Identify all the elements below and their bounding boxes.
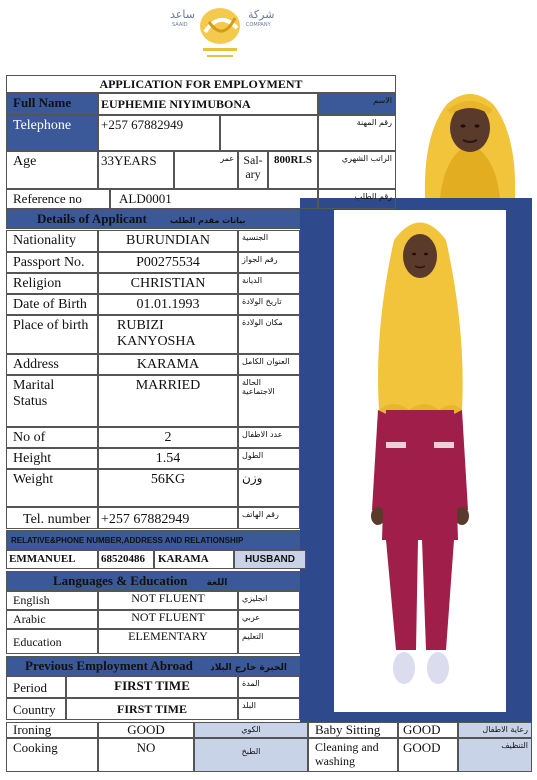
detail-label: Marital Status bbox=[6, 375, 98, 427]
full-body-photo bbox=[334, 210, 506, 712]
detail-ar: العنوان الكامل bbox=[238, 354, 300, 375]
detail-label: Date of Birth bbox=[6, 294, 98, 315]
detail-label: No of bbox=[6, 427, 98, 448]
language-ar: انجليزي bbox=[238, 591, 300, 610]
languages-heading-ar: اللغة bbox=[206, 578, 228, 588]
baby-label: Baby Sitting bbox=[308, 722, 398, 738]
detail-value: KARAMA bbox=[98, 354, 238, 375]
detail-label: Nationality bbox=[6, 230, 98, 252]
relative-name: EMMANUEL bbox=[6, 550, 98, 569]
baby-ar: رعاية الاطفال bbox=[458, 722, 532, 738]
detail-value: +257 67882949 bbox=[98, 507, 238, 529]
detail-label: Weight bbox=[6, 469, 98, 507]
detail-ar: رقم الجواز bbox=[238, 252, 300, 273]
language-label: English bbox=[6, 591, 98, 610]
detail-ar: الحالة الاجتماعية bbox=[238, 375, 300, 427]
age-ar: عمر bbox=[174, 151, 238, 189]
telephone-ar: رقم المهنة bbox=[318, 115, 396, 151]
cooking-value: NO bbox=[98, 738, 194, 772]
detail-value: P00275534 bbox=[98, 252, 238, 273]
period-label: Period bbox=[6, 676, 66, 698]
detail-value: 1.54 bbox=[98, 448, 238, 469]
detail-ar: مكان الولادة bbox=[238, 315, 300, 354]
detail-ar: وزن bbox=[238, 469, 300, 507]
period-ar: المدة bbox=[238, 676, 300, 698]
full-name-label: Full Name bbox=[6, 93, 98, 115]
detail-ar: عدد الاطفال bbox=[238, 427, 300, 448]
cleaning-label: Cleaning and washing bbox=[308, 738, 398, 772]
detail-ar: الطول bbox=[238, 448, 300, 469]
detail-label: Passport No. bbox=[6, 252, 98, 273]
languages-heading bbox=[6, 571, 300, 591]
salary-ar: الراتب الشهري bbox=[318, 151, 396, 189]
language-label: Education bbox=[6, 629, 98, 654]
baby-value: GOOD bbox=[398, 722, 458, 738]
ironing-ar: الكوي bbox=[194, 722, 308, 738]
language-value: NOT FLUENT bbox=[98, 610, 238, 629]
detail-ar: الديانة bbox=[238, 273, 300, 294]
cooking-label: Cooking bbox=[6, 738, 98, 772]
detail-value: CHRISTIAN bbox=[98, 273, 238, 294]
country-label: Country bbox=[6, 698, 66, 720]
details-heading bbox=[6, 209, 300, 229]
cleaning-value: GOOD bbox=[398, 738, 458, 772]
telephone-value: +257 67882949 bbox=[98, 115, 220, 151]
language-ar: عربي bbox=[238, 610, 300, 629]
logo-right-en: COMPANY bbox=[246, 22, 271, 28]
reference-ar: رقم الطلب bbox=[318, 189, 396, 209]
detail-value: MARRIED bbox=[98, 375, 238, 427]
language-value: ELEMENTARY bbox=[98, 629, 238, 654]
detail-label: Religion bbox=[6, 273, 98, 294]
reference-value: ALD0001 bbox=[110, 189, 318, 209]
logo-left-en: SAAID bbox=[172, 22, 188, 28]
language-ar: التعليم bbox=[238, 629, 300, 654]
logo-right-ar: شركة bbox=[248, 8, 275, 21]
relative-phone: 68520486 bbox=[98, 550, 154, 569]
period-value: FIRST TIME bbox=[66, 676, 238, 698]
language-label: Arabic bbox=[6, 610, 98, 629]
relative-address: KARAMA bbox=[154, 550, 234, 569]
telephone-blank bbox=[220, 115, 318, 151]
ironing-value: GOOD bbox=[98, 722, 194, 738]
detail-value: BURUNDIAN bbox=[98, 230, 238, 252]
country-ar: البلد bbox=[238, 698, 300, 720]
languages-heading-label: Languages & Education bbox=[53, 573, 188, 588]
detail-label: Tel. number bbox=[6, 507, 98, 529]
employment-heading bbox=[6, 656, 300, 676]
detail-ar: الجنسية bbox=[238, 230, 300, 252]
cooking-ar: الطبخ bbox=[194, 738, 308, 772]
form-title: APPLICATION FOR EMPLOYMENT bbox=[6, 75, 396, 93]
relative-heading: RELATIVE&PHONE NUMBER,ADDRESS AND RELATIONSHIP bbox=[6, 530, 300, 550]
reference-label: Reference no bbox=[6, 189, 110, 209]
salary-value: 800RLS bbox=[268, 151, 318, 189]
detail-value: RUBIZI KANYOSHA bbox=[98, 315, 238, 354]
full-name-ar: الاسم bbox=[318, 93, 396, 115]
employment-heading-ar: الخبرة خارج البلاد bbox=[210, 663, 288, 673]
logo-left-ar: ساعد bbox=[170, 8, 195, 21]
age-label: Age bbox=[6, 151, 98, 189]
detail-value: 2 bbox=[98, 427, 238, 448]
detail-label: Height bbox=[6, 448, 98, 469]
portrait-photo bbox=[405, 84, 535, 198]
age-value: 33YEARS bbox=[98, 151, 174, 189]
detail-value: 01.01.1993 bbox=[98, 294, 238, 315]
cleaning-ar: التنظيف bbox=[458, 738, 532, 772]
full-name-value: EUPHEMIE NIYIMUBONA bbox=[98, 93, 318, 115]
details-heading-ar: بيانات مقدم الطلب bbox=[170, 216, 246, 225]
country-value: FIRST TIME bbox=[66, 698, 238, 720]
relative-relation: HUSBAND bbox=[234, 550, 306, 569]
detail-label: Place of birth bbox=[6, 315, 98, 354]
details-heading-label: Details of Applicant bbox=[37, 211, 147, 226]
detail-ar: رقم الهاتف bbox=[238, 507, 300, 529]
ironing-label: Ironing bbox=[6, 722, 98, 738]
detail-label: Address bbox=[6, 354, 98, 375]
detail-ar: تاريخ الولادة bbox=[238, 294, 300, 315]
telephone-label: Telephone bbox=[6, 115, 98, 151]
salary-label: Sal-ary bbox=[238, 151, 268, 189]
employment-heading-label: Previous Employment Abroad bbox=[25, 658, 193, 673]
detail-value: 56KG bbox=[98, 469, 238, 507]
language-value: NOT FLUENT bbox=[98, 591, 238, 610]
